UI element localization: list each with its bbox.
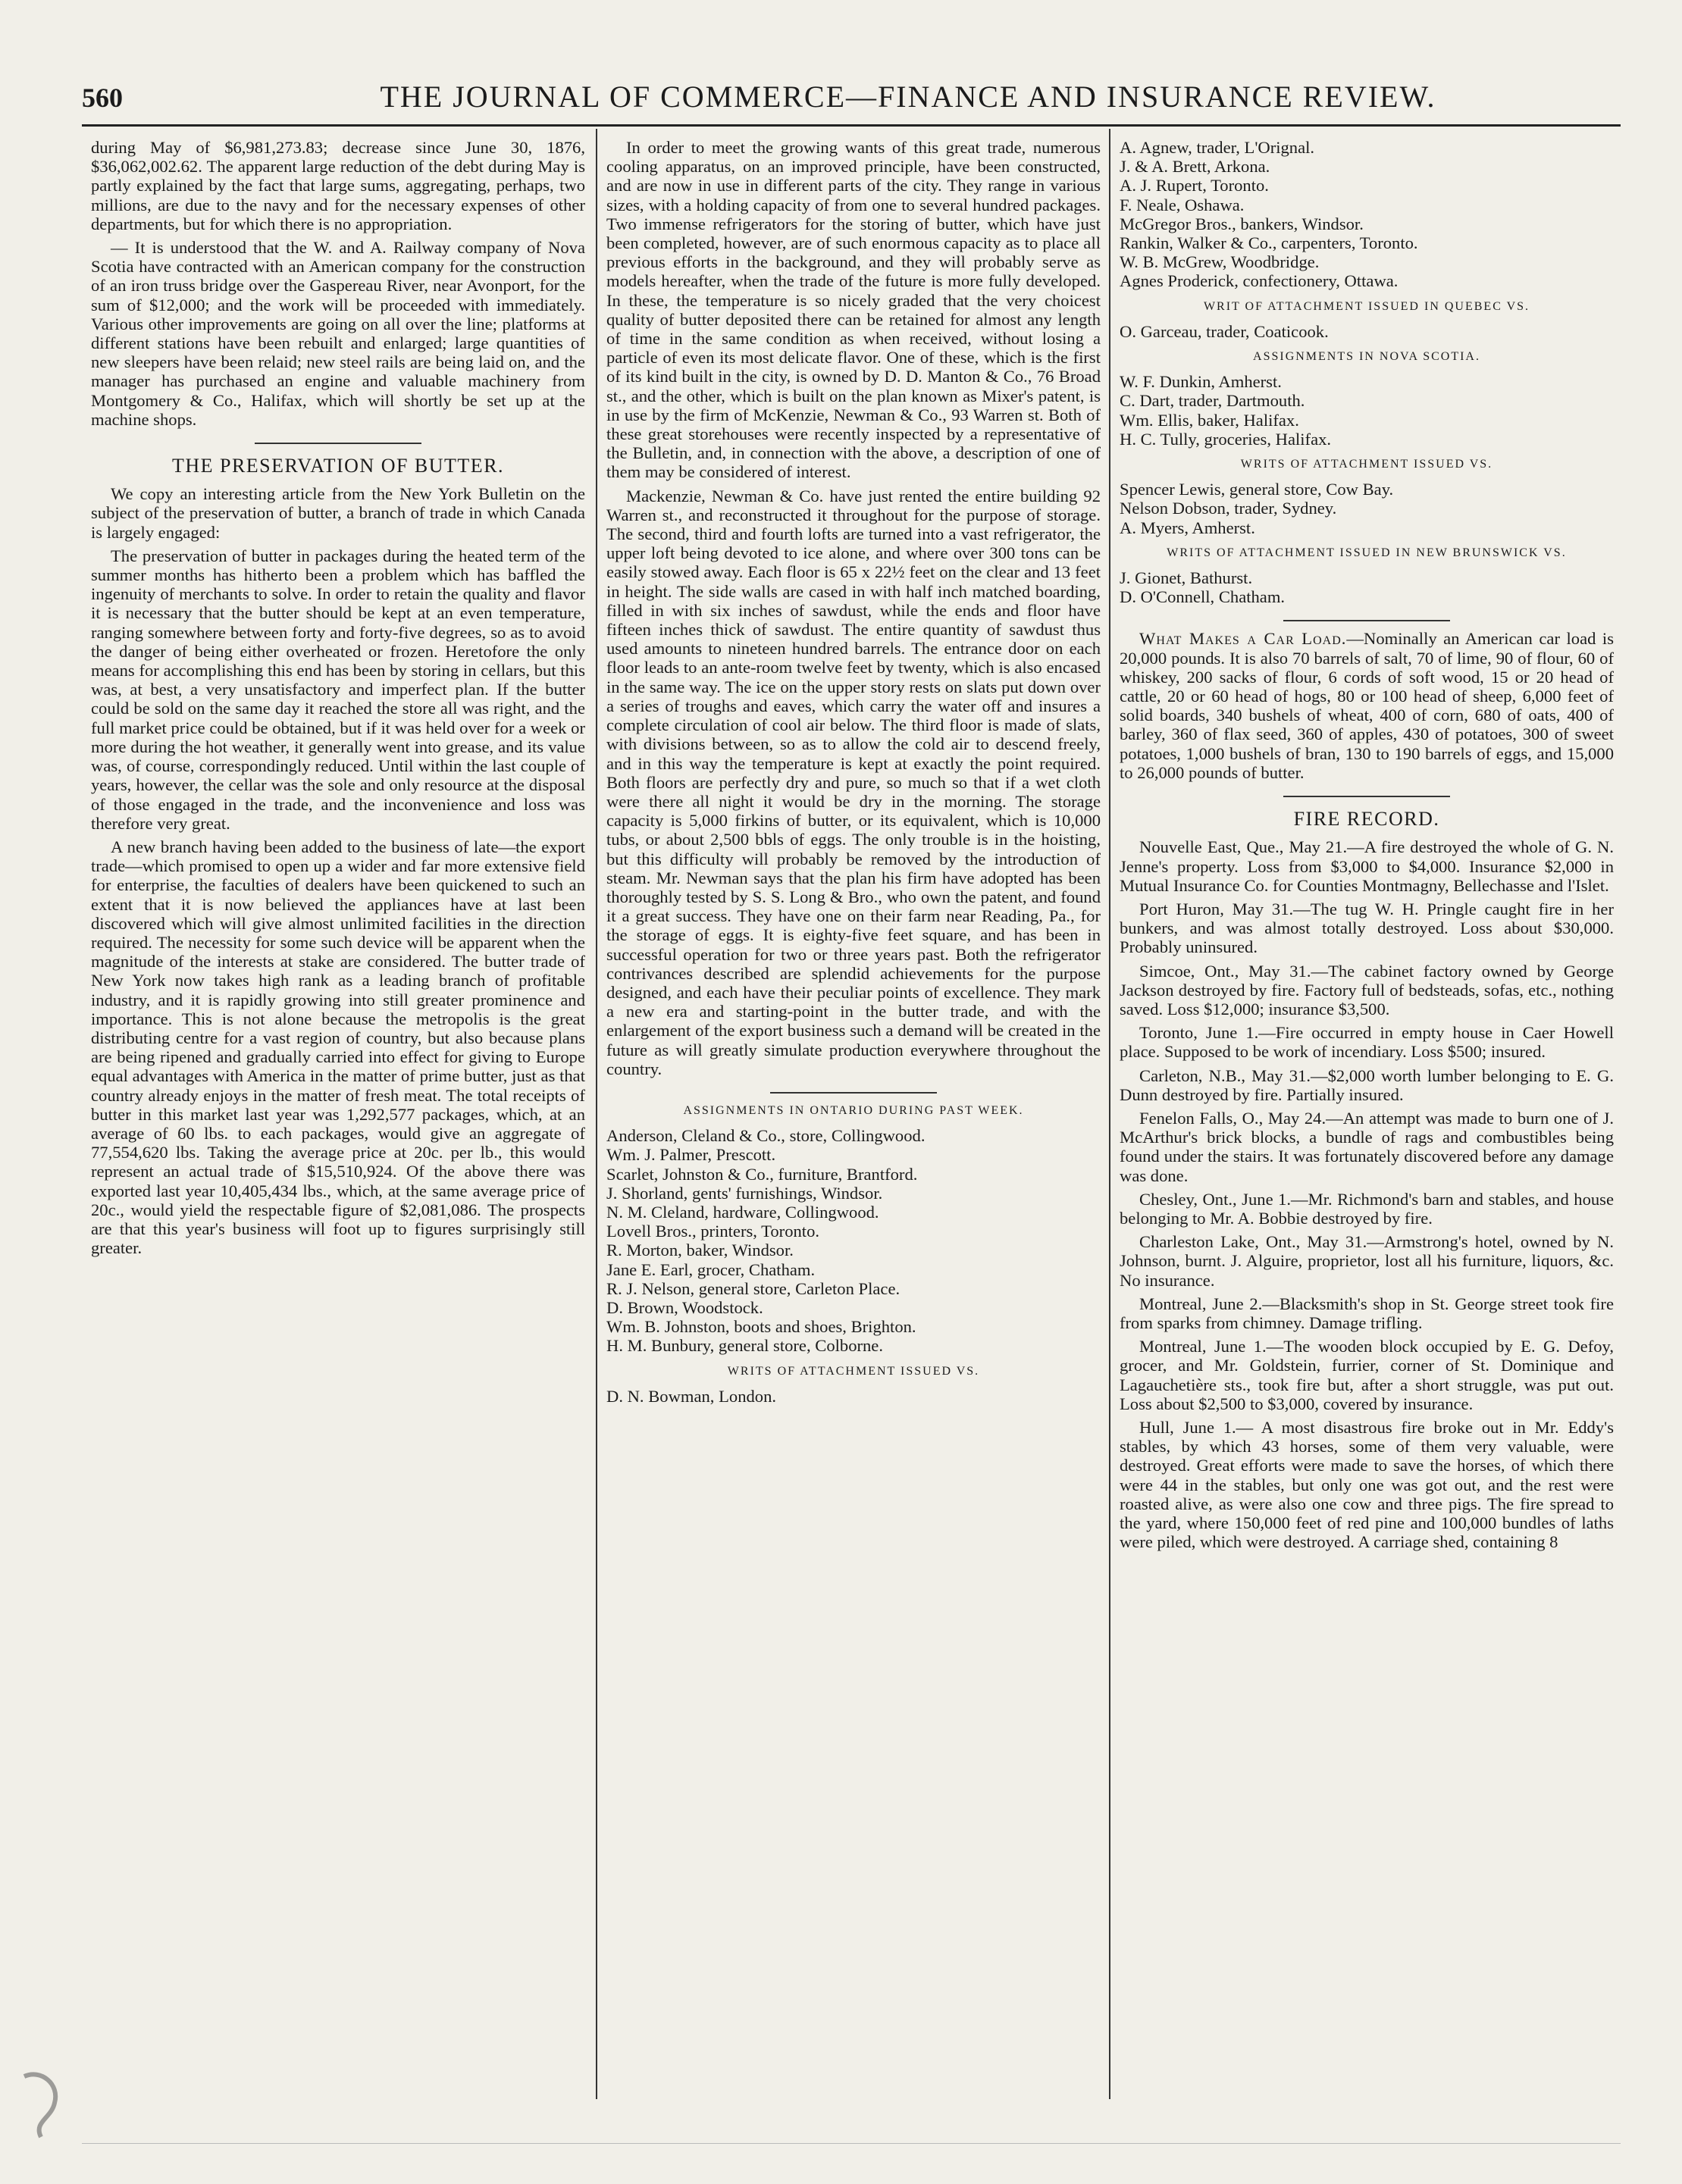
assignment-entry: R. Morton, baker, Windsor. [606, 1241, 794, 1260]
nova-scotia-assignments-list [1120, 372, 1614, 449]
railway-paragraph: — It is understood that the W. and A. Railway company of Nova Scotia have contracted with an American company for the construction of an iron truss bridge over the Gaspereau River, near Avonport, for the sum of $12,000; and the work will be proceeded with immediately. Various other improvements are going on all over the line; platforms at different stations have been rebuilt and enlarged; large quantities of new sleepers have been relaid; new steel rails are being laid on, and the manager has purchased an engine and valuable machinery from Montgomery & Co., Halifax, which will shortly be set up at the machine shops. [91, 238, 585, 429]
fire-record-list [1120, 837, 1614, 1551]
section-rule [1283, 620, 1450, 621]
assignment-entry: Scarlet, Johnston & Co., furniture, Brantford. [606, 1164, 918, 1184]
refrigerator-paragraph-1: In order to meet the growing wants of this great trade, numerous cooling apparatus, on an improved principle, have been constructed, and are now in use in different parts of the city. They range in various sizes, with a holding capacity of from one to several hundred packages. Two immense refrigerators for the storing of butter, which have just been completed, however, are of such enormous capacity as to place all previous efforts in the background, and they will probably serve as models hereafter, when the trade of the future is more fully developed. In these, the temperature is so nicely graded that the very choicest quality of butter deposited there can be retained for almost any length of time in the same condition as when received, without losing a particle of even its most delicate flavor. One of these, which is the first of its kind built in the city, is owned by D. D. Manton & Co., 76 Broad st., and the other, which is built on the plan known as Mixer's patent, is in use by the firm of McKenzie, Newman & Co., 93 Warren st. Both of these great storehouses were recently inspected by a representative of the Bulletin, and, in connection with the above, a description of one of them may be considered of interest. [606, 138, 1101, 482]
writ-entry: W. B. McGrew, Woodbridge. [1120, 252, 1320, 272]
butter-intro: We copy an interesting article from the New York Bulletin on the subject of the preservation of butter, a branch of trade in which Canada is largely engaged: [91, 484, 585, 542]
assignment-entry: D. Brown, Woodstock. [606, 1297, 763, 1317]
writ-entry: J. & A. Brett, Arkona. [1120, 157, 1270, 177]
writ-entry: F. Neale, Oshawa. [1120, 195, 1245, 214]
car-load-paragraph [1120, 629, 1614, 782]
writ-entry: A. Myers, Amherst. [1120, 518, 1255, 537]
assignment-entry: N. M. Cleland, hardware, Collingwood. [606, 1202, 879, 1222]
column-divider-2 [1109, 129, 1110, 2099]
writ-entry: J. Gionet, Bathurst. [1120, 568, 1253, 588]
fire-entry: Montreal, June 1.—The wooden block occupied by E. G. Defoy, grocer, and Mr. Goldstein, furrier, corner of St. Dominique and Lagauchetière sts., took fire but, after a short struggle, was put out. Loss about $2,500 to $3,000, covered by insurance. [1120, 1337, 1614, 1413]
assignment-entry: Jane E. Earl, grocer, Chatham. [606, 1259, 816, 1279]
butter-heading: THE PRESERVATION OF BUTTER. [171, 455, 505, 477]
writ-entry: Spencer Lewis, general store, Cow Bay. [1120, 480, 1394, 499]
ontario-writs-heading: WRITS OF ATTACHMENT ISSUED VS. [727, 1364, 980, 1378]
car-load-text: —Nominally an American car load is 20,000 pounds. It is also 70 barrels of salt, 70 of lime, 90 of flour, 60 of whiskey, 200 sacks of flour, 6 cords of soft wood, 15 or 20 head of cattle, 20 or 60 head of hogs, 80 or 100 head of sheep, 6,000 feet of solid boards, 340 bushels of wheat, 400 of corn, 680 of oats, 400 of barley, 360 of flax seed, 360 of apples, 430 of potatoes, 300 of sweet potatoes, 1,000 bushels of bran, 130 to 190 barrels of eggs, and 15,000 to 26,000 pounds of butter. [1120, 629, 1614, 782]
writ-entry: Nelson Dobson, trader, Sydney. [1120, 499, 1337, 518]
ontario-writs-list [606, 1387, 1101, 1406]
section-rule [255, 443, 421, 444]
car-load-title: What Makes a Car Load. [1139, 629, 1347, 649]
assignment-entry: H. M. Bunbury, general store, Colborne. [606, 1336, 883, 1356]
assignment-entry: Wm. J. Palmer, Prescott. [606, 1145, 776, 1165]
column-divider-1 [596, 129, 597, 2099]
butter-paragraph-2: A new branch having been added to the business of late—the export trade—which promised to open up a wider and far more extensive field for enterprise, the faculties of dealers have been quickened to such an extent that it is now believed the appliances have at last been discovered which will give almost unlimited facilities in the direction required. The necessity for some such device will be apparent when the magnitude of the interests at stake are considered. The butter trade of New York now takes high rank as a leading branch of profitable industry, and it is rapidly growing into still greater prominence and importance. This is not alone because the metropolis is the great distributing centre for a vast region of country, but also because plans are being ripened and gradually carried into effect for giving to Europe equal advantages with America in the matter of prime butter, just as that country already enjoys in the matter of fresh meat. The total receipts of butter in this market last year was 1,292,577 packages, which, at an average of 60 lbs. to each packages, would give an aggregate of 77,554,620 lbs. Taking the average price at 20c. per lb., this would represent an actual trade of $15,510,924. Of the above there was exported last year 10,405,434 lbs., which, at the same average price of 20c., would yield the respectable figure of $2,081,086. The prospects are that this year's business will foot up to figures surprisingly still greater. [91, 837, 585, 1258]
refrigerator-paragraph-2: Mackenzie, Newman & Co. have just rented the entire building 92 Warren st., and reconstructed it throughout for the purpose of storage. The second, third and fourth lofts are turned into a vast refrigerator, the upper loft being devoted to ice alone, and where over 300 tons can be easily stowed away. Each floor is 65 x 22½ feet on the clear and 13 feet in height. The side walls are cased in with half inch matched boarding, filled in with six inches of sawdust, while the ends and floor have fifteen inches thick of sawdust. The entire quantity of sawdust thus used amounts to nineteen hundred barrels. The entrance door on each floor leads to an ante-room twelve feet by twenty, which is also encased in the same way. The ice on the upper story rests on slats put down over a series of troughs and eaves, which carry the water off and insures a complete circulation of cool air below. The third floor is made of slats, with divisions between, so as to allow the cold air to descend freely, and in this way the temperature is kept at exactly the point required. Both floors are perfectly dry and pure, so much so that if a wet cloth were there all night it would be dry in the morning. The storage capacity is 5,000 firkins of butter, or its equivalent, which is 10,000 tubs, or about 2,500 bbls of eggs. The only trouble is in the hoisting, but this difficulty will probably be removed by the introduction of steam. Mr. Newman says that the plan his firm have adopted has been thoroughly tested by S. S. Long & Bro., who own the patent, and found it a great success. They have one on their farm near Reading, Pa., for the storage of eggs. It is eighty-five feet square, and has been in successful operation for two or three years past. Both the refrigerator contrivances described are splendid achievements for the purpose designed, and each have their peculiar points of excellence. They mark a new era and starting-point in the butter trade, and with the enlargement of the export business such a demand will be created in the future as will greatly simulate production everywhere throughout the country. [606, 486, 1101, 1078]
fire-entry: Charleston Lake, Ont., May 31.—Armstrong's hotel, owned by N. Johnson, burnt. J. Alguire, proprietor, lost all his furniture, liquors, &c. No insurance. [1120, 1232, 1614, 1290]
new-brunswick-writs-list [1120, 568, 1614, 606]
fire-record-heading: FIRE RECORD. [1293, 808, 1440, 831]
fire-entry: Hull, June 1.— A most disastrous fire broke out in Mr. Eddy's stables, by which 43 horses, some of them very valuable, were destroyed. Great efforts were made to save the horses, of which there were 44 in the stables, but only one was got out, and the rest were roasted alive, as were also one cow and three pigs. The fire spread to the yard, where 150,000 feet of red pine and 100,000 bundles of laths were piled, which were destroyed. A carriage shed, containing 8 [1120, 1417, 1614, 1552]
fire-entry: Port Huron, May 31.—The tug W. H. Pringle caught fire in her bunkers, and was almost totally destroyed. Loss about $30,000. Probably uninsured. [1120, 899, 1614, 957]
writ-entry: D. N. Bowman, London. [606, 1386, 777, 1406]
nova-scotia-writs-list [1120, 480, 1614, 537]
assignment-entry: J. Shorland, gents' furnishings, Windsor. [606, 1183, 883, 1203]
fire-entry: Chesley, Ont., June 1.—Mr. Richmond's barn and stables, and house belonging to Mr. A. Bobbie destroyed by fire. [1120, 1189, 1614, 1228]
ontario-assignments-list [606, 1126, 1101, 1355]
assignment-entry: R. J. Nelson, general store, Carleton Place. [606, 1278, 901, 1298]
fire-entry: Toronto, June 1.—Fire occurred in empty house in Caer Howell place. Supposed to be work of incendiary. Loss $500; insured. [1120, 1023, 1614, 1062]
nova-scotia-writs-heading: WRITS OF ATTACHMENT ISSUED VS. [1240, 458, 1493, 471]
fire-entry: Simcoe, Ont., May 31.—The cabinet factory owned by George Jackson destroyed by fire. Factory full of bedsteads, sofas, etc., nothing saved. Loss $12,000; insurance $3,500. [1120, 961, 1614, 1018]
column-1 [91, 138, 585, 2078]
binding-artifact [18, 2061, 71, 2145]
journal-title: THE JOURNAL OF COMMERCE—FINANCE AND INSURANCE REVIEW. [380, 80, 1436, 114]
writ-entry: O. Garceau, trader, Coaticook. [1120, 321, 1329, 341]
writ-entry: McGregor Bros., bankers, Windsor. [1120, 214, 1364, 233]
writ-entry: A. J. Rupert, Toronto. [1120, 176, 1269, 196]
ontario-assignments-heading: ASSIGNMENTS IN ONTARIO DURING PAST WEEK. [683, 1103, 1024, 1117]
assignment-entry: H. C. Tully, groceries, Halifax. [1120, 429, 1332, 449]
writ-entry: Rankin, Walker & Co., carpenters, Toronto. [1120, 233, 1418, 253]
assignment-entry: W. F. Dunkin, Amherst. [1120, 372, 1282, 392]
fire-entry: Fenelon Falls, O., May 24.—An attempt was made to burn one of J. McArthur's brick blocks, a bundle of rags and combustibles being found under the stairs. It was fortunately discovered before any damage was done. [1120, 1108, 1614, 1185]
writ-entry: D. O'Connell, Chatham. [1120, 587, 1286, 607]
writs-list-continued [1120, 138, 1614, 291]
header-rule [82, 124, 1621, 127]
assignment-entry: C. Dart, trader, Dartmouth. [1120, 391, 1305, 411]
fire-entry: Montreal, June 2.—Blacksmith's shop in St. George street took fire from sparks from chimney. Damage trifling. [1120, 1294, 1614, 1332]
debt-paragraph: during May of $6,981,273.83; decrease since June 30, 1876, $36,062,002.62. The apparent large reduction of the debt during May is partly explained by the fact that large sums, aggregating, perhaps, two millions, are due to the navy and for the necessary expenses of other departments, but for which there is no appropriation. [91, 138, 585, 233]
column-3 [1120, 138, 1614, 2078]
column-2 [606, 138, 1101, 2078]
fire-entry: Nouvelle East, Que., May 21.—A fire destroyed the whole of G. N. Jenne's property. Loss from $3,000 to $4,000. Insurance $2,000 in Mutual Insurance Co. for Counties Montmagny, Bellechasse and l'Islet. [1120, 837, 1614, 895]
quebec-writs-list [1120, 322, 1614, 341]
section-rule [770, 1092, 937, 1094]
page-header [82, 79, 1621, 117]
page-bottom-edge [82, 2143, 1621, 2144]
assignment-entry: Lovell Bros., printers, Toronto. [606, 1222, 820, 1241]
assignment-entry: Anderson, Cleland & Co., store, Collingwood. [606, 1126, 926, 1146]
assignment-entry: Wm. Ellis, baker, Halifax. [1120, 410, 1299, 430]
writ-entry: A. Agnew, trader, L'Orignal. [1120, 138, 1315, 157]
butter-paragraph-1: The preservation of butter in packages during the heated term of the summer months has hitherto been a problem which has baffled the ingenuity of merchants to solve. In order to retain the quality and flavor it is necessary that the butter should be kept at an even temperature, ranging somewhere between forty and forty-five degrees, so as to avoid the danger of being either overheated or frozen. Heretofore the only means for accomplishing this end has been by storing in cellars, but this was, at best, a very unsatisfactory and imperfect plan. If the butter could be sold on the same day it reached the store all was right, and the full market price could be obtained, but if it was held over for a week or more during the hot weather, it generally went into grease, and its value was, of course, correspondingly reduced. Until within the last couple of years, however, the cellar was the sole and only resource at the disposal of those engaged in the trade, and the inconvenience and loss was therefore very great. [91, 546, 585, 833]
quebec-writs-heading: WRIT OF ATTACHMENT ISSUED IN QUEBEC VS. [1203, 299, 1530, 313]
new-brunswick-writs-heading: WRITS OF ATTACHMENT ISSUED IN NEW BRUNSWICK VS. [1167, 546, 1567, 559]
writ-entry: Agnes Proderick, confectionery, Ottawa. [1120, 271, 1399, 291]
assignment-entry: Wm. B. Johnston, boots and shoes, Brighton. [606, 1317, 916, 1337]
page-number: 560 [82, 83, 123, 113]
nova-scotia-heading: ASSIGNMENTS IN NOVA SCOTIA. [1253, 350, 1480, 364]
fire-entry: Carleton, N.B., May 31.—$2,000 worth lumber belonging to E. G. Dunn destroyed by fire. Partially insured. [1120, 1065, 1614, 1104]
section-rule [1283, 796, 1450, 797]
